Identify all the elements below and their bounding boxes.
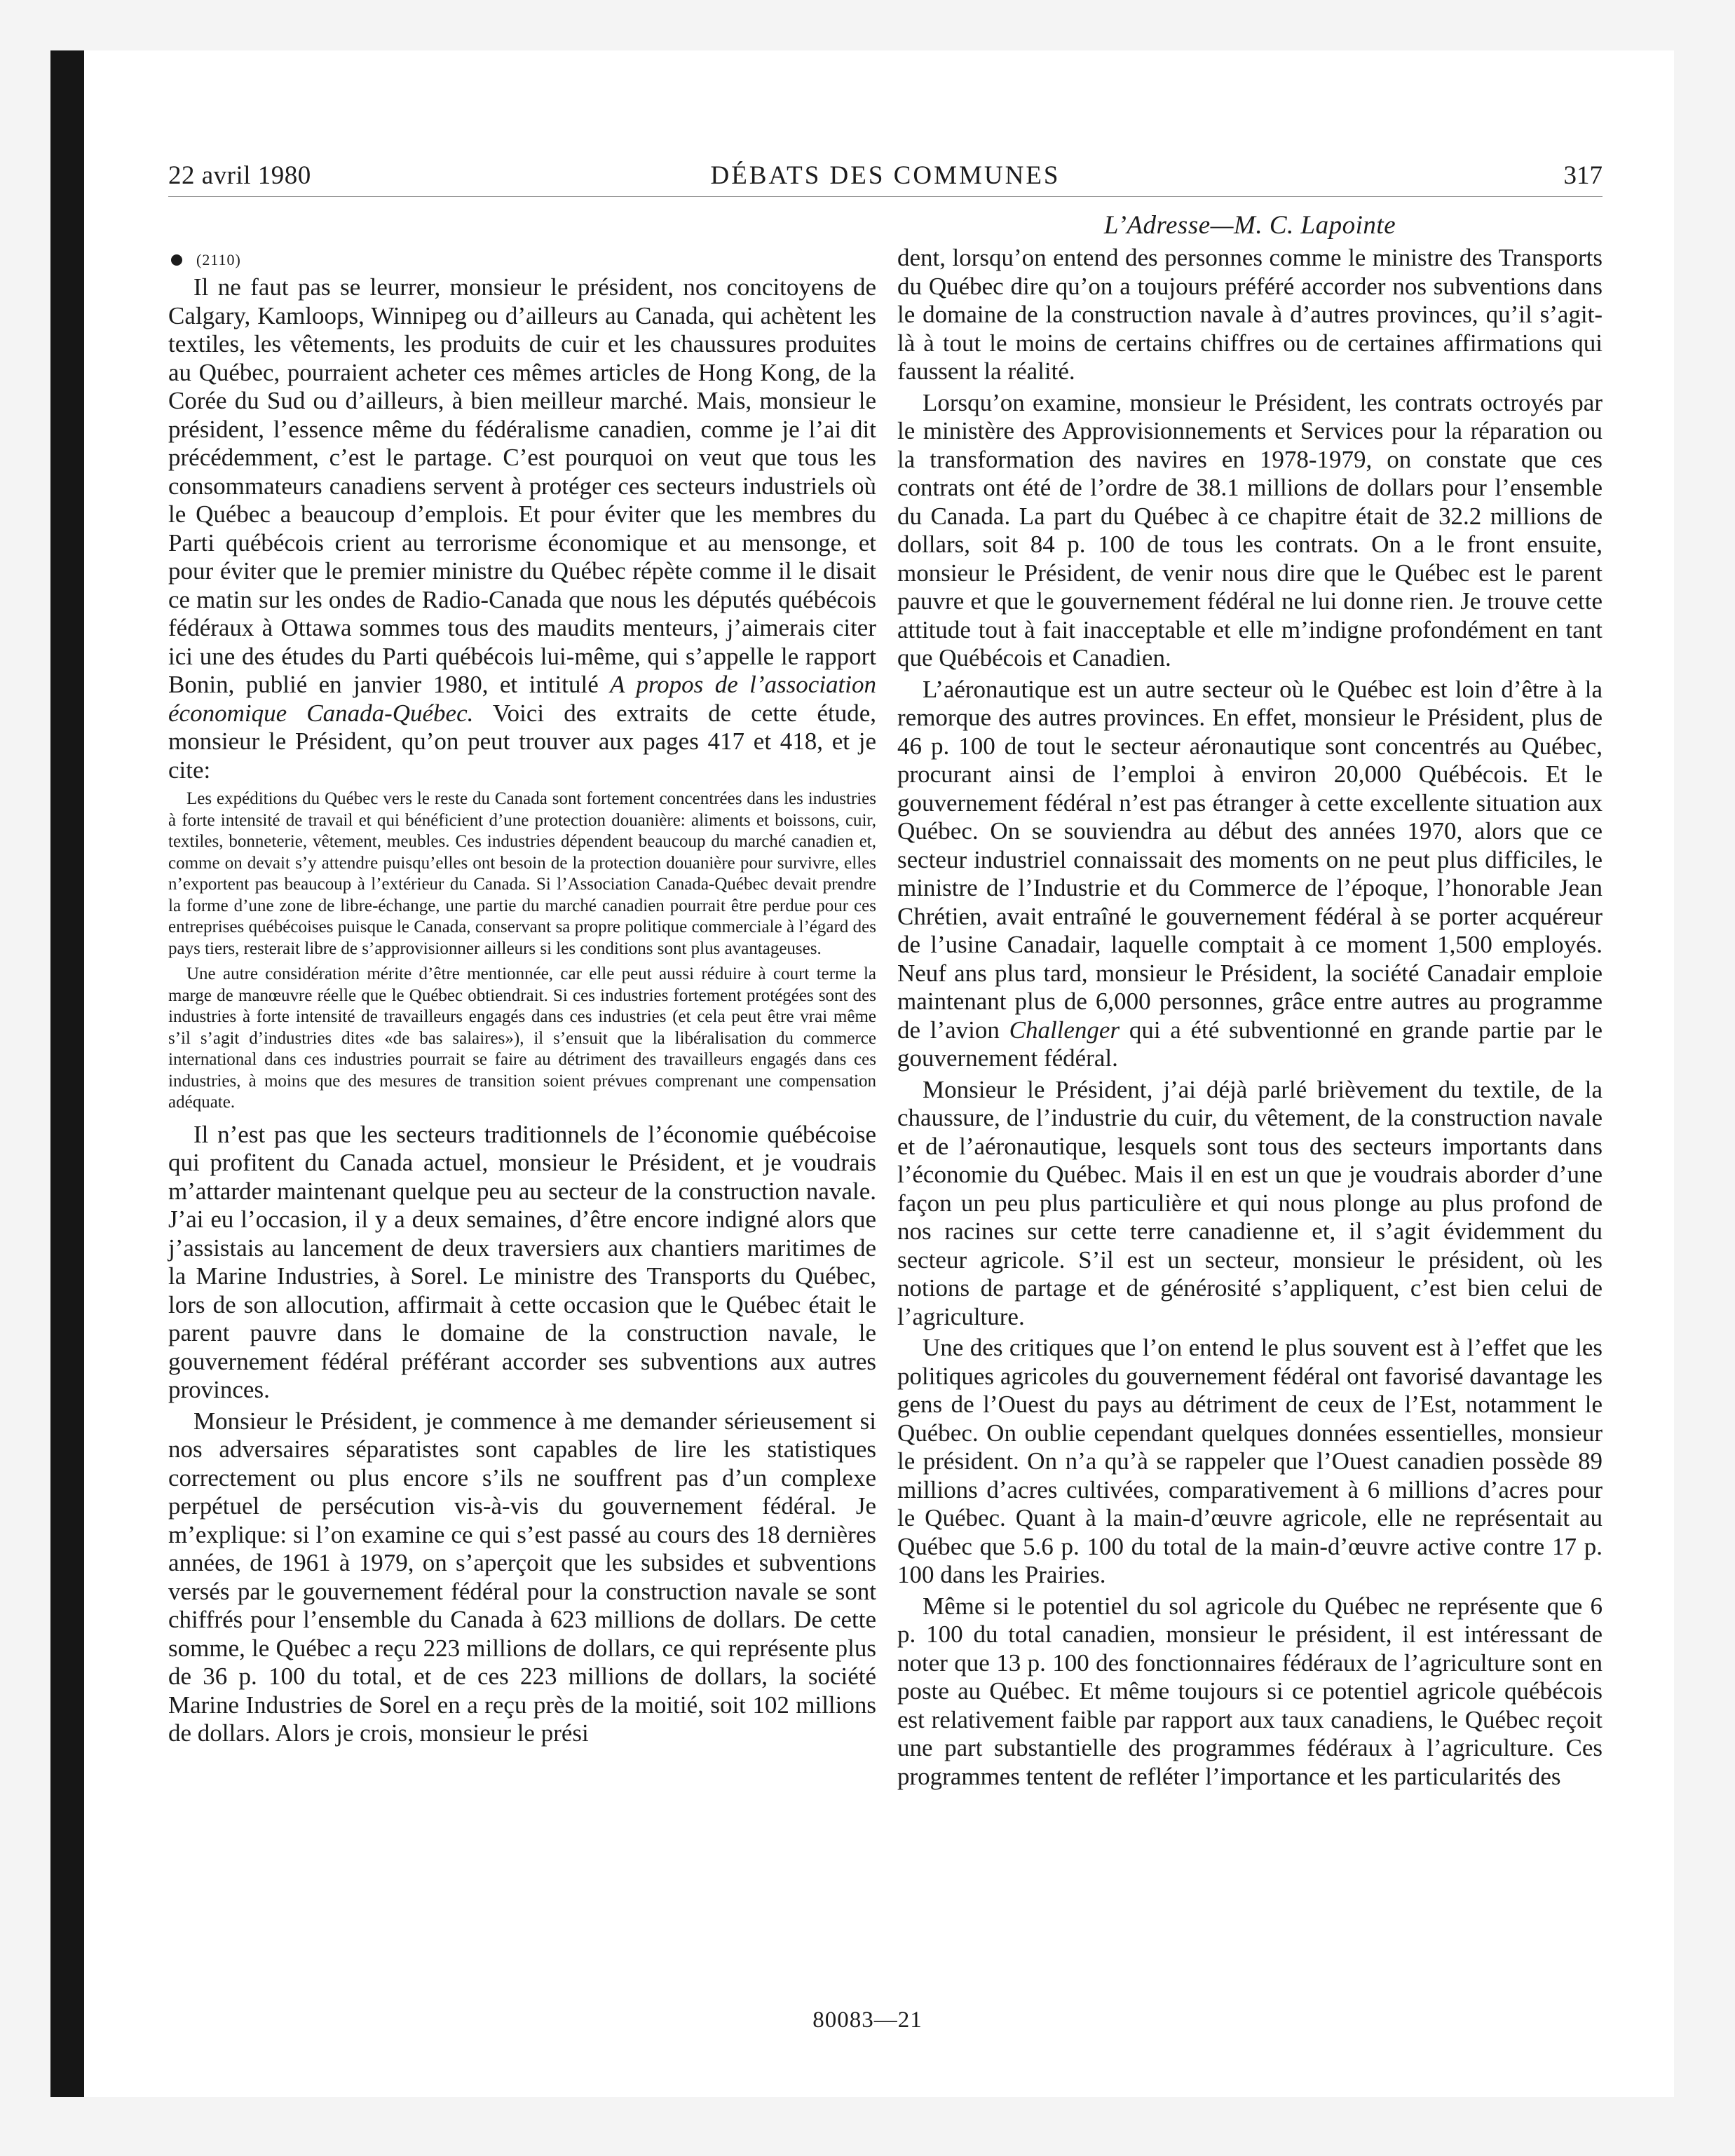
bullet-icon xyxy=(171,254,182,266)
paragraph xyxy=(897,676,1603,1073)
paragraph-text: Voici des extraits de cette étude, monsieur le Président, qu’on peut trouver aux pages 417 et 418, et je cite: xyxy=(168,699,877,784)
right-column xyxy=(897,210,1603,1794)
paragraph: Monsieur le Président, je commence à me demander sérieusement si nos adversaires séparatistes sont capables de lire les statistiques correctement ou plus encore s’ils ne souffrent pas d’un complexe perpétuel de persécution vis-à-vis du gouvernement fédéral. Je m’explique: si l’on examine ce qui s’est passé au cours des 18 dernières années, de 1961 à 1979, on s’aperçoit que les subsides et subventions versés par le gouvernement fédéral pour la construction navale se sont chiffrés pour l’ensemble du Canada à 623 millions de dollars. De cette somme, le Québec a reçu 223 millions de dollars, ce qui représente plus de 36 p. 100 du total, et de ces 223 millions de dollars, la société Marine Industries de Sorel en a reçu près de la moitié, soit 102 millions de dollars. Alors je crois, monsieur le prési xyxy=(168,1407,876,1747)
time-marker xyxy=(171,250,876,271)
paragraph: Une des critiques que l’on entend le plus souvent est à l’effet que les politiques agricoles du gouvernement fédéral ont favorisé davantage les gens de l’Ouest du pays au détriment de ceux de l’Est, notamment le Québec. On oublie cependant quelques données essentielles, monsieur le président. On n’a qu’à se rappeler que l’Ouest canadien possède 89 millions d’acres cultivées, comparativement à 6 millions d’acres pour le Québec. Quant à la main-d’œuvre agricole, elle ne représentait au Québec que 5.6 p. 100 du total de la main-d’œuvre active contre 17 p. 100 dans les Prairies. xyxy=(897,1334,1603,1588)
paragraph-text: L’aéronautique est un autre secteur où le Québec est loin d’être à la remorque des autres provinces. En effet, monsieur le Président, plus de 46 p. 100 de tout le secteur aéronautique sont concentrés au Québec, procurant ainsi de l’emploi à environ 20,000 Québécois. Et le gouvernement fédéral n’est pas étranger à cette excellente situation aux Québec. On se souviendra au début des années 1970, alors que ce secteur industriel connaissait des moments on ne peut plus difficiles, le ministre de l’Industrie et du Commerce de l’époque, l’honorable Jean Chrétien, avait entraîné le gouvernement fédéral à se porter acquéreur de l’usine Canadair, laquelle comptait à ce moment 1,500 employés. Neuf ans plus tard, monsieur le Président, la société Canadair emploie maintenant plus de 6,000 personnes, grâce entre autres au programme de l’avion xyxy=(897,675,1603,1044)
page-header xyxy=(168,156,1603,197)
page-number: 317 xyxy=(1563,161,1603,190)
paragraph xyxy=(168,273,876,784)
paragraph: Il n’est pas que les secteurs traditionnels de l’économie québécoise qui profitent du Canada actuel, monsieur le Président, et je voudrais m’attarder maintenant quelque peu au secteur de la construction navale. J’ai eu l’occasion, il y a deux semaines, d’être encore indigné alors que j’assistais au lancement de deux traversiers aux chantiers maritimes de la Marine Industries, à Sorel. Le ministre des Transports du Québec, lors de son allocution, affirmait à cette occasion que le Québec était le parent pauvre dans le domaine de la construction navale, le gouvernement fédéral préférant accorder ses subventions aux autres provinces. xyxy=(168,1120,876,1403)
scan-margin-bar xyxy=(50,50,84,2097)
paragraph: Lorsqu’on examine, monsieur le Président, les contrats octroyés par le ministère des Approvisionnements et Services pour la réparation ou la transformation des navires en 1978-1979, on constate que ces contrats ont été de l’ordre de 38.1 millions de dollars pour l’ensemble du Canada. La part du Québec à ce chapitre était de 32.2 millions de dollars, soit 84 p. 100 de tous les contrats. On a le front ensuite, monsieur le Président, de venir nous dire que le Québec est le parent pauvre et que le gouvernement fédéral ne lui donne rien. Je trouve cette attitude tout à fait inacceptable et elle m’indigne profondément en tant que Québécois et Canadien. xyxy=(897,388,1603,671)
time-marker-label: (2110) xyxy=(196,251,241,268)
paragraph: Monsieur le Président, j’ai déjà parlé brièvement du textile, de la chaussure, de l’industrie du cuir, du vêtement, de la construction navale et de l’aéronautique, lesquels sont tous des secteurs importants dans l’économie du Québec. Mais il en est un que je voudrais aborder d’une façon un peu plus particulière et qui nous plonge au plus profond de nos racines sur cette terre canadienne et, il s’agit évidemment du secteur agricole. S’il est un secteur, monsieur le président, où les notions de partage et de générosité s’appliquent, c’est bien celui de l’agriculture. xyxy=(897,1075,1603,1330)
report-title: A propos de l’association économique Canada-Québec. xyxy=(168,671,876,727)
left-column xyxy=(168,210,876,1751)
paragraph: dent, lorsqu’on entend des personnes comme le ministre des Transports du Québec dire qu’on a toujours préféré accorder nos subventions dans le domaine de la construction navale à d’autres provinces, qu’il s’agit-là à tout le moins de certains chiffres ou de certaines affirmations qui faussent la réalité. xyxy=(897,244,1603,385)
block-quote: Une autre considération mérite d’être mentionnée, car elle peut aussi réduire à court terme la marge de manœuvre réelle que le Québec obtiendrait. Si ces industries fortement protégées sont des industries à forte intensité de travailleurs engagés dans ces industries (et cela peut être vrai même s’il s’agit d’industries dites «de bas salaires»), il s’ensuit que la libéralisation du commerce international dans ces industries pourrait se faire au détriment des travailleurs engagés dans ces industries, à moins que des mesures de transition soient prévues comprenant une compensation adéquate. xyxy=(168,964,876,1112)
header-date: 22 avril 1980 xyxy=(168,161,311,190)
page-footer: 80083—21 xyxy=(812,2007,923,2033)
paragraph-text: Il ne faut pas se leurrer, monsieur le président, nos concitoyens de Calgary, Kamloops, Winnipeg ou d’ailleurs au Canada, qui achètent les textiles, les vêtements, les produits de cuir et les chaussures produites au Québec, pourraient acheter ces mêmes articles de Hong Kong, de la Corée du Sud ou d’ailleurs, à bien meilleur marché. Mais, monsieur le président, l’essence même du fédéralisme canadien, comme je l’ai dit précédemment, c’est le partage. C’est pourquoi on veut que tous les consommateurs canadiens servent à protéger ces secteurs industriels où le Québec a beaucoup d’emplois. Et pour éviter que les membres du Parti québécois crient au terrorisme économique et au mensonge, et pour éviter que le premier ministre du Québec répète comme il le disait ce matin sur les ondes de Radio-Canada que nous les députés québécois fédéraux à Ottawa sommes tous des maudits menteurs, j’aimerais citer ici une des études du Parti québécois lui-même, qui s’appelle le rapport Bonin, publié en janvier 1980, et intitulé xyxy=(168,273,876,698)
header-title: DÉBATS DES COMMUNES xyxy=(710,161,1061,190)
paragraph-text: qui a été subventionné en grande partie par le gouvernement fédéral. xyxy=(897,1016,1603,1072)
paragraph: Même si le potentiel du sol agricole du Québec ne représente que 6 p. 100 du total canadien, monsieur le président, il est intéressant de noter que 13 p. 100 des fonctionnaires fédéraux de l’agriculture sont en poste au Québec. Et même toujours si ce potentiel agricole québécois est relativement faible par rapport aux taux canadiens, le Québec reçoit une part substantielle des programmes fédéraux à l’agriculture. Ces programmes tentent de refléter l’importance et les particularités des xyxy=(897,1592,1603,1790)
block-quote: Les expéditions du Québec vers le reste du Canada sont fortement concentrées dans les industries à forte intensité de travail et qui bénéficient d’une protection douanière: aliments et boissons, cuir, textiles, bonneterie, vêtement, meubles. Ces industries dépendent beaucoup du marché canadien et, comme on devait s’y attendre puisqu’elles ont besoin de la protection douanière pour survivre, elles n’exportent pas beaucoup à l’extérieur du Canada. Si l’Association Canada-Québec devait prendre la forme d’une zone de libre-échange, une partie du marché canadien pourrait être perdue pour ces entreprises québécoises puisque le Canada, conservant sa propre politique commerciale à l’égard des pays tiers, resterait libre de s’approvisionner ailleurs si les conditions sont plus avantageuses. xyxy=(168,789,876,958)
aircraft-name: Challenger xyxy=(1009,1016,1120,1044)
running-head: L’Adresse—M. C. Lapointe xyxy=(1103,211,1396,240)
